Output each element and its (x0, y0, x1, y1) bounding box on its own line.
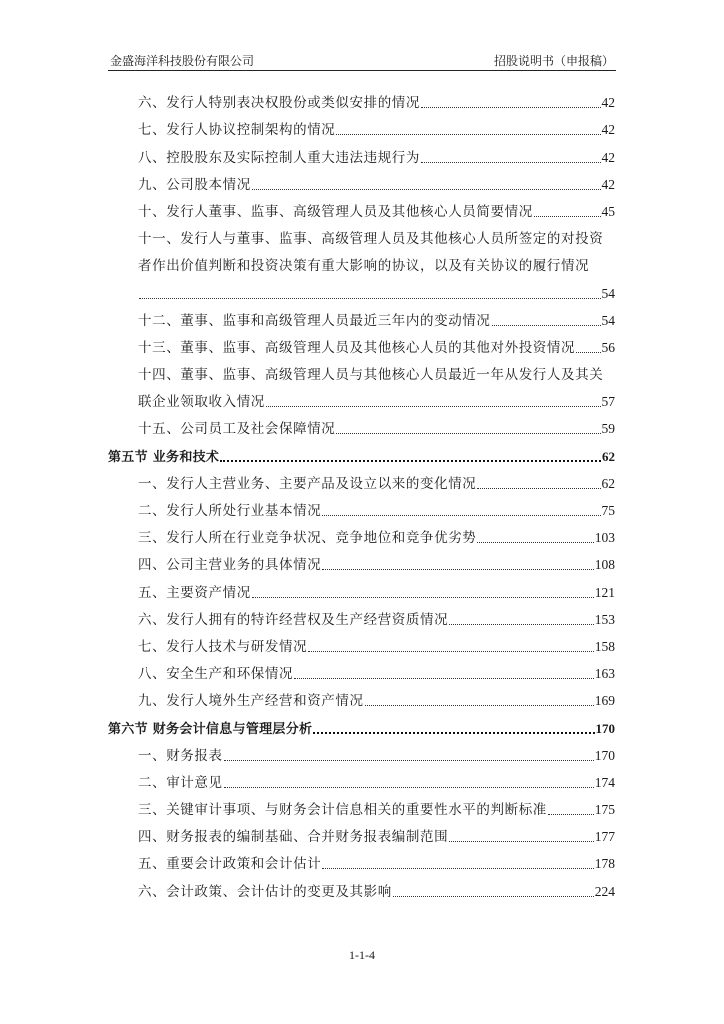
toc-entry[interactable] (108, 166, 615, 193)
toc-entry[interactable] (108, 818, 615, 845)
dot-leader (576, 338, 600, 353)
toc-page-number: 175 (594, 802, 615, 818)
toc-entry-title: 十二、董事、监事和高级管理人员最近三年内的变动情况 (138, 312, 491, 329)
toc-entry-title: 十、发行人董事、监事、高级管理人员及其他核心人员简要情况 (138, 203, 533, 220)
table-of-contents (108, 84, 615, 900)
toc-page-number: 158 (594, 638, 615, 654)
dot-leader (477, 474, 600, 489)
toc-entry-title: 第五节 业务和技术 (108, 449, 220, 465)
toc-entry[interactable] (108, 465, 615, 492)
toc-entry-title: 三、发行人所在行业竞争状况、竞争地位和竞争优劣势 (138, 530, 477, 547)
toc-page-number: 169 (594, 693, 615, 709)
toc-entry-title: 五、主要资产情况 (138, 584, 251, 601)
toc-entry-title: 九、公司股本情况 (138, 176, 251, 193)
toc-entry-title: 联企业领取收入情况 (138, 394, 265, 411)
dot-leader (220, 446, 601, 462)
dot-leader (322, 854, 593, 869)
toc-page-number: 178 (594, 856, 615, 872)
toc-entry-title: 一、财务报表 (138, 747, 223, 764)
toc-entry[interactable] (108, 546, 615, 573)
toc-page-number: 62 (601, 475, 615, 491)
toc-entry-title: 第六节 财务会计信息与管理层分析 (108, 721, 313, 737)
toc-page-number: 56 (601, 339, 615, 355)
toc-entry-title: 十五、公司员工及社会保障情况 (138, 421, 336, 438)
dot-leader (139, 284, 601, 299)
dot-leader (266, 392, 601, 407)
toc-page-number: 75 (601, 503, 615, 518)
dot-leader (534, 202, 601, 217)
toc-entry-title: 二、审计意见 (138, 774, 223, 791)
toc-entry-title: 四、公司主营业务的具体情况 (138, 557, 322, 574)
dot-leader (313, 718, 594, 734)
toc-entry-title: 者作出价值判断和投资决策有重大影响的协议，以及有关协议的履行情况 (138, 258, 590, 275)
toc-page-number: 174 (594, 774, 615, 790)
dot-leader (421, 93, 601, 108)
dot-leader (224, 773, 594, 788)
dot-leader (548, 800, 594, 815)
dot-leader (322, 555, 593, 570)
toc-entry[interactable] (108, 682, 615, 709)
header-doc-title: 招股说明书（申报稿） (493, 54, 614, 68)
header-company: 金盛海洋科技股份有限公司 (110, 54, 255, 68)
toc-entry-title: 五、重要会计政策和会计估计 (138, 856, 322, 873)
toc-entry[interactable] (108, 302, 615, 329)
toc-entry[interactable] (108, 737, 615, 764)
toc-entry[interactable] (108, 84, 615, 111)
toc-entry[interactable] (108, 628, 615, 655)
toc-entry[interactable] (108, 220, 615, 247)
toc-page-number: 42 (601, 149, 615, 165)
dot-leader (449, 827, 594, 842)
toc-entry[interactable] (108, 764, 615, 791)
toc-entry[interactable] (108, 274, 615, 301)
toc-entry-title: 八、控股股东及实际控制人重大违法违规行为 (138, 149, 420, 166)
toc-entry-title: 四、财务报表的编制基础、合并财务报表编制范围 (138, 829, 449, 846)
dot-leader (421, 148, 601, 163)
toc-entry-title: 六、发行人特别表决权股份或类似安排的情况 (138, 95, 420, 112)
toc-page-number: 177 (594, 829, 615, 845)
toc-entry[interactable] (108, 383, 615, 410)
dot-leader (252, 583, 594, 598)
toc-page-number: 42 (601, 122, 615, 138)
toc-entry[interactable] (108, 601, 615, 628)
toc-entry-title: 三、关键审计事项、与财务会计信息相关的重要性水平的判断标准 (138, 802, 547, 819)
toc-page-number: 103 (594, 530, 615, 546)
dot-leader (308, 637, 594, 652)
toc-page-number: 121 (594, 584, 615, 600)
toc-entry[interactable] (108, 356, 615, 383)
toc-page-number: 42 (601, 176, 615, 192)
toc-entry[interactable] (108, 872, 615, 899)
toc-page-number: 170 (594, 747, 615, 763)
toc-entry-title: 十一、发行人与董事、监事、高级管理人员及其他核心人员所签定的对投资 (138, 231, 604, 248)
toc-entry[interactable] (108, 247, 615, 274)
toc-page-number: 62 (602, 448, 615, 464)
toc-entry[interactable] (108, 492, 615, 519)
dot-leader (294, 664, 594, 679)
toc-entry[interactable] (108, 519, 615, 546)
toc-entry[interactable] (108, 111, 615, 138)
toc-page-number: 153 (594, 611, 615, 627)
page-header (108, 48, 616, 71)
toc-entry-title: 十三、董事、监事、高级管理人员及其他核心人员的其他对外投资情况 (138, 339, 576, 356)
toc-entry-title: 八、安全生产和环保情况 (138, 666, 294, 683)
toc-entry-title: 六、发行人拥有的特许经营权及生产经营资质情况 (138, 611, 449, 628)
dot-leader (224, 746, 594, 761)
toc-entry[interactable] (108, 329, 615, 356)
toc-entry-title: 七、发行人技术与研发情况 (138, 638, 308, 655)
toc-entry[interactable] (108, 193, 615, 220)
toc-entry[interactable] (108, 791, 615, 818)
toc-page-number: 59 (601, 421, 615, 437)
toc-entry-title: 九、发行人境外生产经营和资产情况 (138, 693, 364, 710)
toc-page-number: 42 (601, 95, 615, 111)
toc-page-number: 57 (601, 394, 615, 410)
dot-leader (492, 311, 601, 326)
dot-leader (365, 691, 594, 706)
dot-leader (252, 175, 601, 190)
dot-leader (393, 882, 594, 897)
toc-page-number: 170 (595, 720, 615, 736)
toc-entry[interactable] (108, 573, 615, 600)
toc-section-entry[interactable] (108, 709, 615, 736)
dot-leader (477, 528, 593, 543)
toc-entry-title: 一、发行人主营业务、主要产品及设立以来的变化情况 (138, 475, 477, 492)
toc-page-number: 54 (601, 285, 615, 301)
toc-page-number: 54 (601, 312, 615, 328)
dot-leader (336, 419, 600, 434)
toc-page-number: 224 (594, 883, 615, 899)
toc-section-entry[interactable] (108, 437, 615, 464)
toc-entry[interactable] (108, 845, 615, 872)
toc-entry-title: 六、会计政策、会计估计的变更及其影响 (138, 883, 392, 900)
toc-page-number: 163 (594, 666, 615, 682)
toc-entry[interactable] (108, 410, 615, 437)
toc-entry-title: 十四、董事、监事、高级管理人员与其他核心人员最近一年从发行人及其关 (138, 367, 604, 384)
page-number: 1-1-4 (349, 948, 375, 962)
toc-entry[interactable] (108, 138, 615, 165)
toc-page-number: 108 (594, 557, 615, 573)
toc-entry[interactable] (108, 655, 615, 682)
toc-entry-title: 二、发行人所处行业基本情况 (138, 503, 322, 519)
dot-leader (322, 501, 600, 516)
toc-page-number: 45 (601, 203, 615, 219)
dot-leader (449, 610, 594, 625)
dot-leader (336, 120, 600, 135)
toc-entry-title: 七、发行人协议控制架构的情况 (138, 122, 336, 139)
